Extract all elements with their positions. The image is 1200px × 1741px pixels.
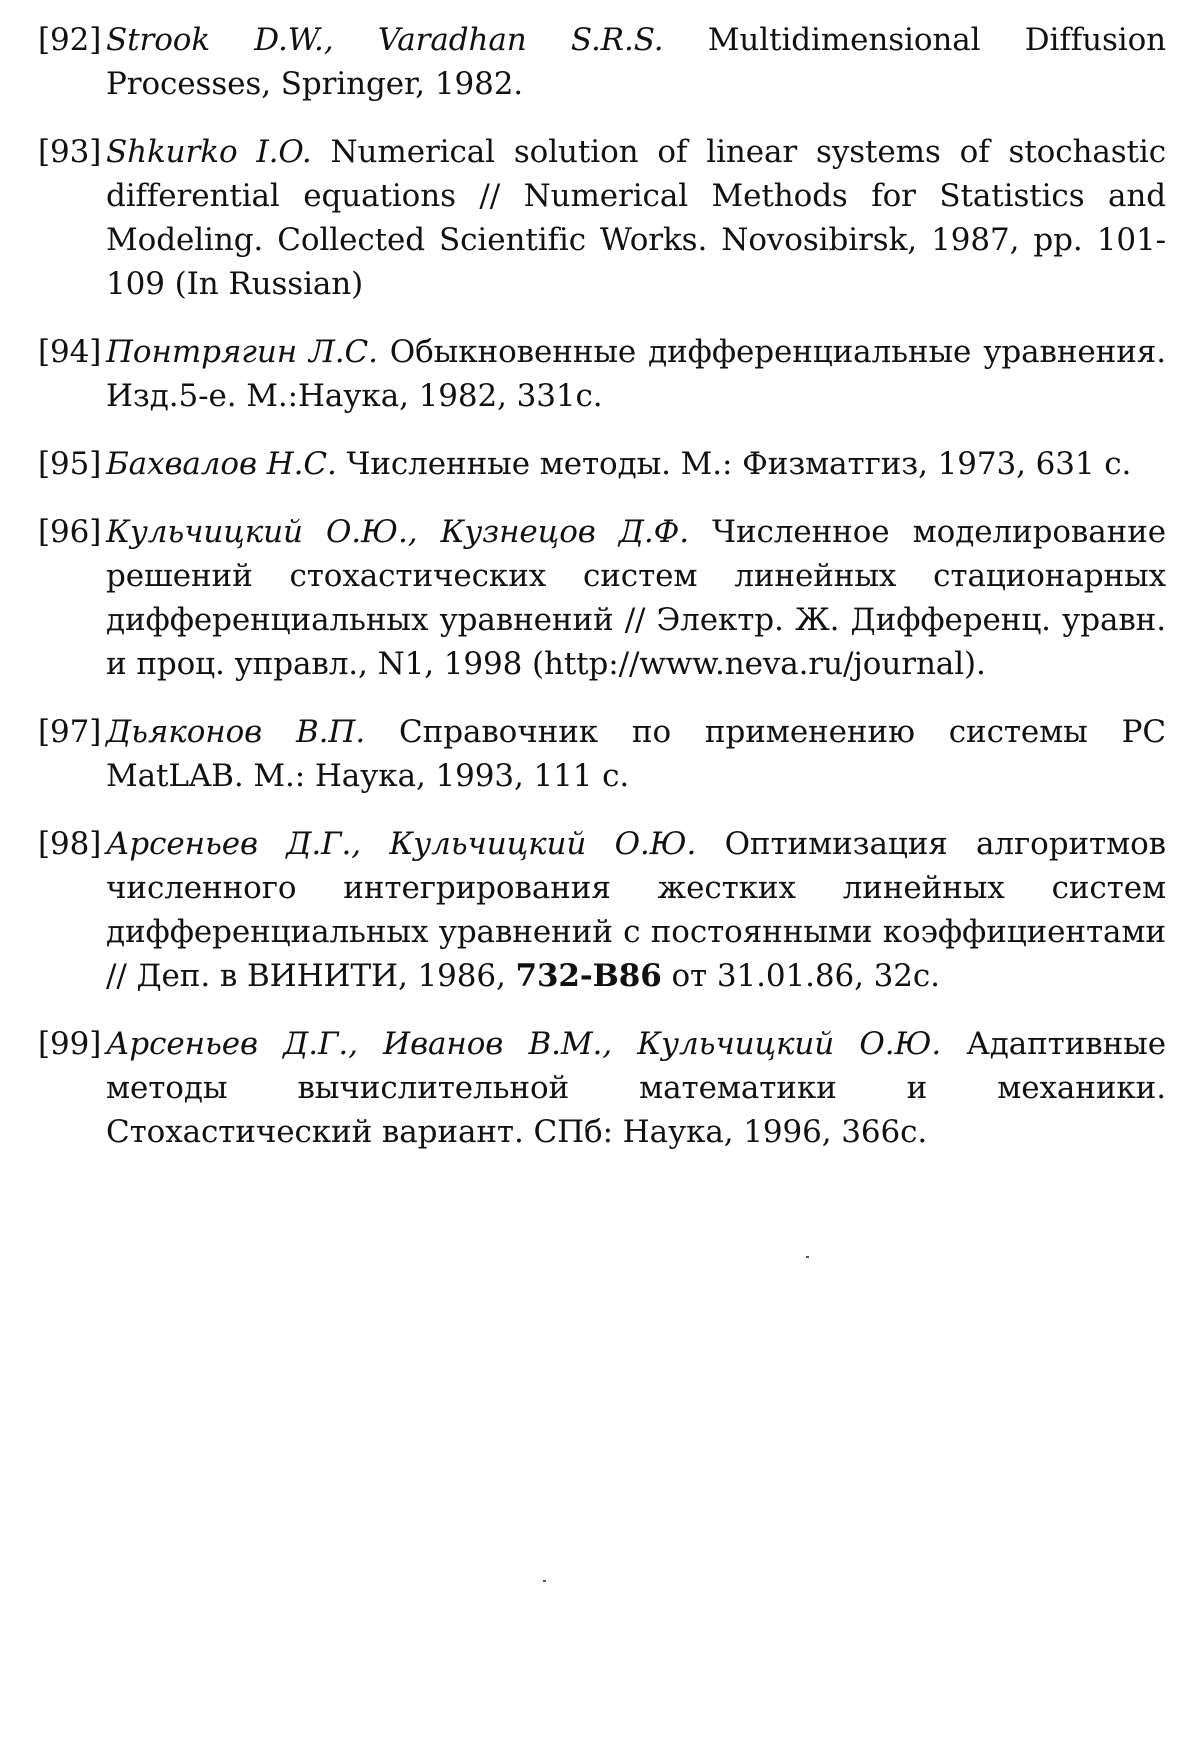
reference-text: Справочник по применению системы PC MatLAB. М.: Наука, 1993, 111 с. — [106, 714, 1167, 794]
reference-text: Оптимизация алгоритмов численного интегрирования жестких линейных систем дифференциальных уравнений с постоянными коэффициентами // Деп. в ВИНИТИ, 1986, — [106, 826, 1166, 994]
scan-speck — [543, 1580, 546, 1582]
reference-number: [92] — [38, 22, 102, 58]
reference-authors: Кульчицкий О.Ю., Кузнецов Д.Ф. — [106, 514, 690, 550]
reference-text: Адаптивные методы вычислительной математики и механики. Стохастический вариант. СПб: Наука, 1996, 366с. — [106, 1026, 1166, 1150]
reference-item — [38, 330, 1166, 418]
reference-text: Multidimensional Diffusion Processes, Springer, 1982. — [106, 22, 1166, 102]
reference-item — [38, 710, 1166, 798]
scan-speck — [806, 1256, 809, 1258]
reference-authors: Strook D.W., Varadhan S.R.S. — [106, 22, 664, 58]
reference-text: Обыкновенные дифференциальные уравнения. Изд.5-е. М.:Наука, 1982, 331с. — [106, 334, 1166, 414]
reference-text-tail: от 31.01.86, 32с. — [661, 958, 940, 994]
reference-number: [94] — [38, 334, 102, 370]
reference-text: Numerical solution of linear systems of stochastic differential equations // Numerical Methods for Statistics and Modeling. Collected Scientific Works. Novosibirsk, 1987, pp. 101-109 (In Russian) — [106, 134, 1166, 302]
reference-item — [38, 18, 1166, 106]
reference-number: [98] — [38, 826, 102, 862]
reference-authors: Бахвалов Н.С. — [106, 446, 337, 482]
reference-text: Численные методы. М.: Физматгиз, 1973, 631 с. — [336, 446, 1132, 482]
reference-authors: Арсеньев Д.Г., Иванов В.М., Кульчицкий О.Ю. — [106, 1026, 942, 1062]
reference-item — [38, 442, 1166, 486]
reference-number: [96] — [38, 514, 102, 550]
reference-item — [38, 822, 1166, 998]
deposit-number: 732-В86 — [515, 958, 662, 994]
reference-item — [38, 130, 1166, 306]
reference-authors: Дьяконов В.П. — [106, 714, 366, 750]
reference-number: [99] — [38, 1026, 102, 1062]
reference-list — [38, 18, 1166, 1178]
reference-number: [97] — [38, 714, 102, 750]
reference-number: [95] — [38, 446, 102, 482]
reference-authors: Понтрягин Л.С. — [106, 334, 378, 370]
reference-text: Численное моделирование решений стохастических систем линейных стационарных дифференциальных уравнений // Электр. Ж. Дифференц. уравн. и проц. управл., N1, 1998 (http://www.neva.ru/journal). — [106, 514, 1167, 682]
reference-item — [38, 1022, 1166, 1154]
reference-item — [38, 510, 1166, 686]
reference-authors: Арсеньев Д.Г., Кульчицкий О.Ю. — [106, 826, 697, 862]
reference-number: [93] — [38, 134, 102, 170]
reference-authors: Shkurko I.O. — [106, 134, 312, 170]
